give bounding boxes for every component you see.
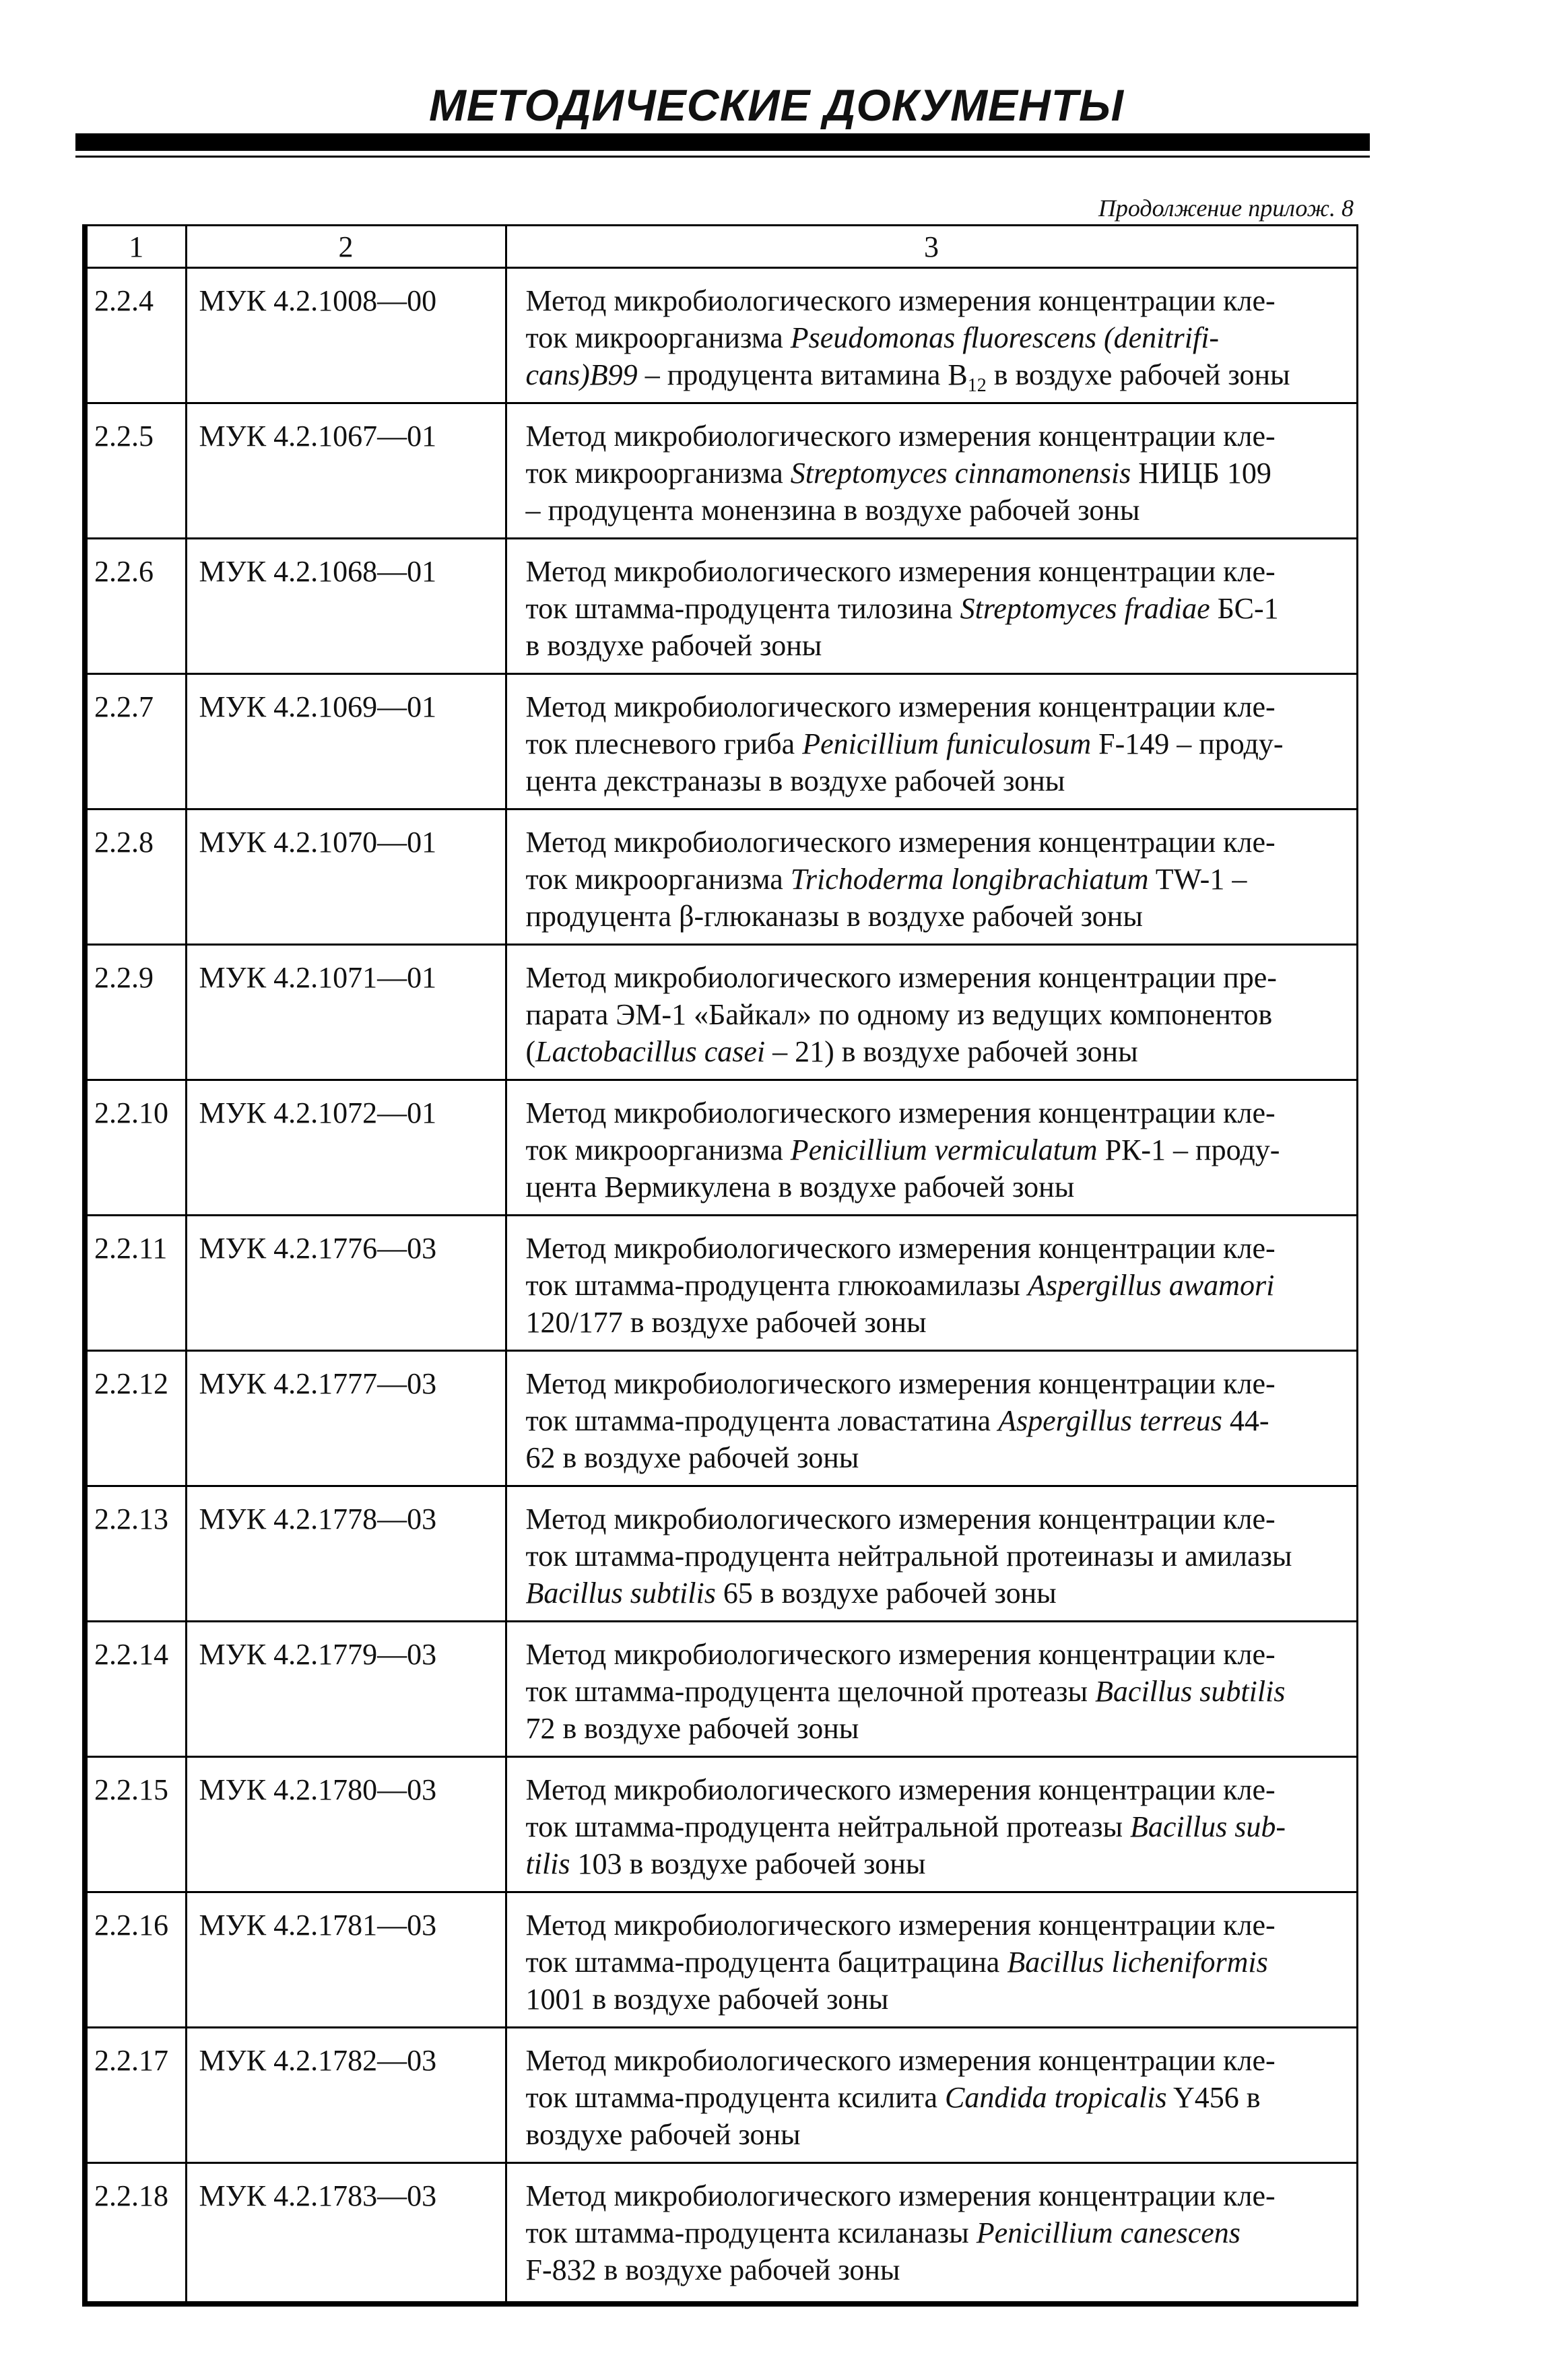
table-row — [85, 1622, 1357, 1757]
document-code: МУК 4.2.1780—03 — [186, 1757, 506, 1892]
species-name: Penicillium funiculosum — [802, 727, 1092, 760]
species-name: Penicillium vermiculatum — [790, 1133, 1098, 1166]
subscript: 12 — [967, 374, 987, 396]
description-text: Метод микробиологического измерения концентрации кле- — [525, 1232, 1276, 1265]
species-name: Aspergillus terreus — [998, 1404, 1222, 1437]
page-header-title: МЕТОДИЧЕСКИЕ ДОКУМЕНТЫ — [428, 80, 1125, 130]
document-code: МУК 4.2.1072—01 — [186, 1080, 506, 1216]
description-text: Метод микробиологического измерения концентрации кле- — [525, 284, 1276, 317]
method-description — [506, 1486, 1357, 1622]
description-line — [526, 418, 1343, 455]
description-text: воздухе рабочей зоны — [525, 2118, 801, 2151]
description-line — [526, 1033, 1343, 1070]
species-name: Pseudomonas fluorescens (denitrifi- — [790, 321, 1220, 354]
description-text: Метод микробиологического измерения концентрации кле- — [525, 1367, 1276, 1400]
method-description — [506, 1080, 1357, 1216]
species-name: Trichoderma longibrachiatum — [790, 863, 1149, 896]
description-line — [526, 861, 1343, 898]
method-description — [506, 1622, 1357, 1757]
row-number: 2.2.13 — [85, 1486, 186, 1622]
document-code: МУК 4.2.1776—03 — [186, 1216, 506, 1351]
description-text: Метод микробиологического измерения концентрации кле- — [525, 555, 1276, 588]
column-header: 3 — [506, 226, 1357, 268]
row-number: 2.2.10 — [85, 1080, 186, 1216]
description-text: Метод микробиологического измерения концентрации кле- — [525, 1096, 1276, 1129]
description-line — [526, 725, 1343, 762]
description-line — [526, 282, 1343, 319]
row-number: 2.2.4 — [85, 268, 186, 403]
description-line — [525, 356, 1343, 396]
document-code: МУК 4.2.1778—03 — [186, 1486, 506, 1622]
table-header-row — [85, 226, 1357, 268]
description-text: Метод микробиологического измерения концентрации кле- — [525, 1638, 1276, 1671]
method-description — [506, 945, 1357, 1080]
description-line — [526, 762, 1343, 799]
description-text: продуцента β-глюканазы в воздухе рабочей зоны — [525, 900, 1143, 933]
description-line — [526, 1907, 1343, 1944]
description-text: ток микроорганизма — [525, 457, 791, 490]
table-row — [85, 1351, 1357, 1486]
description-text: БС-1 — [1210, 592, 1279, 625]
description-line — [526, 1538, 1343, 1575]
description-text: 65 в воздухе рабочей зоны — [715, 1577, 1057, 1610]
description-text: 1001 в воздухе рабочей зоны — [525, 1983, 889, 2016]
table-row — [85, 2028, 1357, 2163]
column-header: 1 — [85, 226, 186, 268]
document-code: МУК 4.2.1781—03 — [186, 1892, 506, 2028]
species-name: tilis — [525, 1847, 570, 1880]
table-row — [85, 268, 1357, 403]
description-line — [526, 688, 1343, 725]
species-name: Penicillium canescens — [976, 2216, 1241, 2249]
description-text: Метод микробиологического измерения концентрации кле- — [525, 1909, 1276, 1942]
method-description — [506, 674, 1357, 809]
description-text: – продуцента монензина в воздухе рабочей зоны — [525, 494, 1140, 527]
method-description — [506, 539, 1357, 674]
description-text: ток штамма-продуцента нейтральной протеазы — [525, 1810, 1131, 1843]
description-text: Метод микробиологического измерения концентрации кле- — [525, 826, 1276, 859]
description-line — [526, 824, 1343, 861]
description-line — [526, 1808, 1343, 1845]
description-text: 120/177 в воздухе рабочей зоны — [525, 1306, 927, 1339]
description-line — [526, 2251, 1343, 2288]
description-text: ток штамма-продуцента бацитрацина — [525, 1946, 1007, 1979]
table-row — [85, 1757, 1357, 1892]
species-name: Bacillus sub- — [1130, 1810, 1286, 1843]
description-text: ток микроорганизма — [525, 321, 791, 354]
row-number: 2.2.7 — [85, 674, 186, 809]
description-line — [526, 1230, 1343, 1267]
description-line — [526, 1500, 1343, 1538]
description-line — [526, 455, 1343, 492]
description-text: 103 в воздухе рабочей зоны — [570, 1847, 926, 1880]
row-number: 2.2.5 — [85, 403, 186, 539]
table-row — [85, 809, 1357, 945]
table-row — [85, 1080, 1357, 1216]
description-line — [526, 1636, 1343, 1673]
description-text: 62 в воздухе рабочей зоны — [525, 1441, 859, 1474]
description-line — [526, 959, 1343, 996]
description-line — [526, 996, 1343, 1033]
row-number: 2.2.9 — [85, 945, 186, 1080]
description-line — [526, 1944, 1343, 1981]
table-row — [85, 2163, 1357, 2305]
continuation-note: Продолжение прилож. 8 — [1098, 195, 1354, 222]
description-line — [526, 1094, 1343, 1131]
method-description — [506, 2163, 1357, 2305]
species-name: Lactobacillus casei — [535, 1035, 766, 1068]
document-code: МУК 4.2.1070—01 — [186, 809, 506, 945]
description-text: TW-1 – — [1148, 863, 1247, 896]
description-line — [526, 1168, 1343, 1205]
description-line — [526, 553, 1343, 590]
species-name: cans)B99 — [525, 358, 638, 391]
row-number: 2.2.11 — [85, 1216, 186, 1351]
description-text: – продуцента витамина B — [637, 358, 968, 391]
table-row — [85, 1216, 1357, 1351]
document-code: МУК 4.2.1777—03 — [186, 1351, 506, 1486]
document-code: МУК 4.2.1783—03 — [186, 2163, 506, 2305]
description-text: ток плесневого гриба — [525, 727, 803, 760]
description-text: 44- — [1222, 1404, 1269, 1437]
document-code: МУК 4.2.1068—01 — [186, 539, 506, 674]
description-text: 72 в воздухе рабочей зоны — [525, 1712, 859, 1745]
table-body — [85, 268, 1357, 2305]
description-line — [526, 2042, 1343, 2079]
table-row — [85, 1892, 1357, 2028]
description-text: ток штамма-продуцента щелочной протеазы — [525, 1675, 1096, 1708]
method-description — [506, 403, 1357, 539]
description-line — [526, 1673, 1343, 1710]
row-number: 2.2.8 — [85, 809, 186, 945]
description-text: ток штамма-продуцента ксиланазы — [525, 2216, 977, 2249]
document-code: МУК 4.2.1782—03 — [186, 2028, 506, 2163]
description-text: в воздухе рабочей зоны — [986, 358, 1290, 391]
description-line — [526, 319, 1343, 356]
description-text: Метод микробиологического измерения концентрации кле- — [525, 690, 1276, 723]
description-line — [526, 1402, 1343, 1439]
row-number: 2.2.15 — [85, 1757, 186, 1892]
method-description — [506, 1892, 1357, 2028]
table-row — [85, 539, 1357, 674]
species-name: Bacillus subtilis — [525, 1577, 716, 1610]
description-line — [526, 2079, 1343, 2116]
method-description — [506, 1757, 1357, 1892]
document-table — [82, 224, 1358, 2307]
description-text: F-832 в воздухе рабочей зоны — [525, 2253, 900, 2286]
description-text: ток штамма-продуцента нейтральной протеиназы и амилазы — [525, 1540, 1292, 1573]
description-line — [526, 1131, 1343, 1168]
description-line — [526, 1267, 1343, 1304]
document-code: МУК 4.2.1008—00 — [186, 268, 506, 403]
table-row — [85, 674, 1357, 809]
document-code: МУК 4.2.1071—01 — [186, 945, 506, 1080]
row-number: 2.2.17 — [85, 2028, 186, 2163]
method-description — [506, 2028, 1357, 2163]
description-text: НИЦБ 109 — [1131, 457, 1271, 490]
row-number: 2.2.12 — [85, 1351, 186, 1486]
method-description — [506, 1351, 1357, 1486]
description-line — [526, 1439, 1343, 1476]
description-text: Метод микробиологического измерения концентрации пре- — [525, 961, 1277, 994]
method-description — [506, 809, 1357, 945]
description-line — [526, 1845, 1343, 1882]
description-text: – 21) в воздухе рабочей зоны — [765, 1035, 1138, 1068]
species-name: Streptomyces fradiae — [960, 592, 1210, 625]
description-line — [526, 1710, 1343, 1747]
description-text: в воздухе рабочей зоны — [525, 629, 822, 662]
description-line — [526, 898, 1343, 935]
species-name: Bacillus licheniformis — [1007, 1946, 1268, 1979]
description-text: Метод микробиологического измерения концентрации кле- — [525, 2044, 1276, 2077]
column-header: 2 — [186, 226, 506, 268]
description-text: ( — [525, 1035, 536, 1068]
description-line — [526, 2214, 1343, 2251]
description-text: РК-1 – проду- — [1097, 1133, 1280, 1166]
description-line — [526, 590, 1343, 627]
row-number: 2.2.6 — [85, 539, 186, 674]
document-code: МУК 4.2.1067—01 — [186, 403, 506, 539]
description-text: ток микроорганизма — [525, 863, 791, 896]
description-line — [526, 1365, 1343, 1402]
description-text: Метод микробиологического измерения концентрации кле- — [525, 2179, 1276, 2212]
species-name: Streptomyces cinnamonensis — [790, 457, 1131, 490]
description-text: Y456 в — [1166, 2081, 1261, 2114]
description-line — [526, 1575, 1343, 1612]
row-number: 2.2.18 — [85, 2163, 186, 2305]
description-text: ток штамма-продуцента ксилита — [525, 2081, 946, 2114]
description-line — [526, 627, 1343, 664]
description-line — [526, 1981, 1343, 2018]
row-number: 2.2.14 — [85, 1622, 186, 1757]
species-name: Bacillus subtilis — [1095, 1675, 1286, 1708]
description-text: ток штамма-продуцента глюкоамилазы — [525, 1269, 1028, 1302]
method-description — [506, 268, 1357, 403]
description-text: парата ЭМ-1 «Байкал» по одному из ведущих компонентов — [525, 998, 1273, 1031]
description-text: ток штамма-продуцента тилозина — [525, 592, 960, 625]
table-row — [85, 945, 1357, 1080]
row-number: 2.2.16 — [85, 1892, 186, 2028]
description-line — [526, 492, 1343, 529]
description-text: Метод микробиологического измерения концентрации кле- — [525, 1773, 1276, 1806]
description-line — [526, 1771, 1343, 1808]
description-text: цента Вермикулена в воздухе рабочей зоны — [525, 1170, 1075, 1203]
description-line — [526, 2116, 1343, 2153]
species-name: Candida tropicalis — [945, 2081, 1167, 2114]
method-description — [506, 1216, 1357, 1351]
description-text: F-149 – проду- — [1091, 727, 1284, 760]
table-row — [85, 403, 1357, 539]
description-text: Метод микробиологического измерения концентрации кле- — [525, 420, 1276, 453]
table-row — [85, 1486, 1357, 1622]
species-name: Aspergillus awamori — [1028, 1269, 1275, 1302]
description-line — [526, 2177, 1343, 2214]
header-rule — [75, 133, 1370, 151]
description-text: Метод микробиологического измерения концентрации кле- — [525, 1502, 1276, 1535]
document-code: МУК 4.2.1069—01 — [186, 674, 506, 809]
description-line — [526, 1304, 1343, 1341]
document-code: МУК 4.2.1779—03 — [186, 1622, 506, 1757]
description-text: ток штамма-продуцента ловастатина — [525, 1404, 999, 1437]
description-text: цента декстраназы в воздухе рабочей зоны — [525, 764, 1065, 797]
description-text: ток микроорганизма — [525, 1133, 791, 1166]
